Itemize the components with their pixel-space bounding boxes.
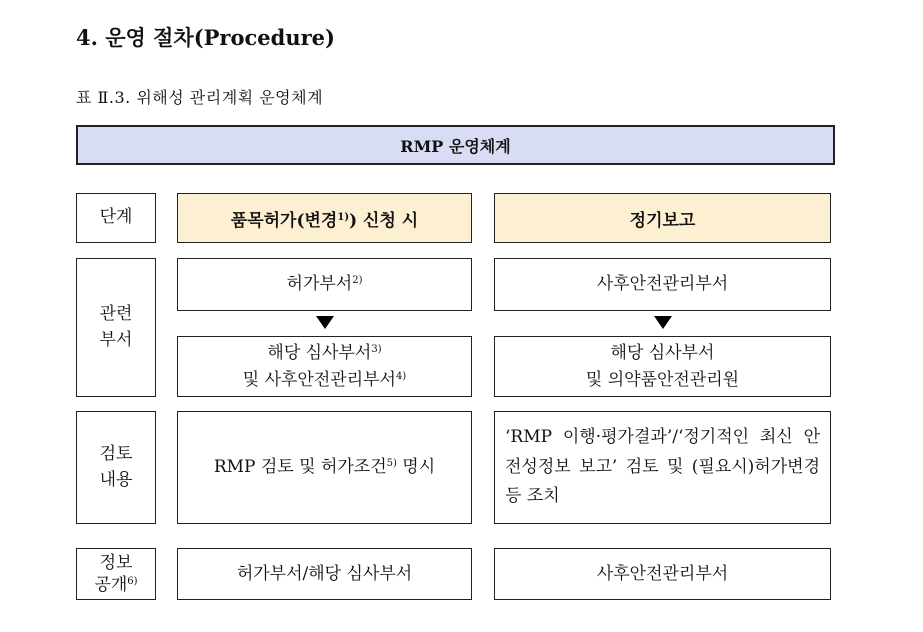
dept-permit-top-main: 허가부서 (286, 274, 353, 295)
dept-permit-bottom-line1-text: 해당 심사부서 (267, 343, 372, 364)
arrow-down-icon (654, 316, 672, 329)
label-disclosure-line1: 정보 (99, 552, 133, 573)
dept-periodic-bottom (494, 336, 831, 397)
review-periodic (494, 411, 831, 524)
label-disclosure-line2: 공개 (94, 575, 128, 595)
disclosure-periodic-text: 사후안전관리부서 (596, 563, 729, 584)
dept-permit-bottom (177, 336, 472, 397)
rmp-banner: RMP 운영체계 (76, 125, 835, 165)
label-stage (76, 193, 156, 243)
dept-permit-top-text (287, 271, 363, 297)
dept-permit-bottom-line2-text: 및 사후안전관리부서 (242, 369, 396, 390)
footnote-6: 6) (127, 576, 138, 587)
label-stage-text: 단계 (99, 207, 133, 228)
review-permit-text (214, 454, 435, 480)
label-review-line1: 검토 (99, 444, 133, 464)
dept-permit-bottom-line2 (243, 367, 406, 393)
label-dept (76, 258, 156, 397)
stage-permit (177, 193, 472, 243)
review-permit (177, 411, 472, 524)
footnote-3: 3) (371, 344, 382, 356)
table-caption: 표 Ⅱ.3. 위해성 관리계획 운영체계 (76, 88, 324, 107)
dept-periodic-top (494, 258, 831, 311)
disclosure-permit-text: 허가부서/해당 심사부서 (236, 563, 413, 584)
dept-permit-top (177, 258, 472, 311)
dept-periodic-bottom-line1: 해당 심사부서 (610, 343, 715, 364)
label-review (76, 411, 156, 524)
stage-permit-tail: ) 신청 시 (349, 210, 419, 231)
disclosure-periodic (494, 548, 831, 600)
label-review-line2: 내용 (99, 469, 133, 490)
dept-periodic-top-text: 사후안전관리부서 (596, 274, 729, 295)
dept-periodic-bottom-line2: 및 의약품안전관리원 (585, 369, 740, 390)
disclosure-permit (177, 548, 472, 600)
review-periodic-text: ‘RMP 이행·평가결과’/‘정기적인 최신 안전성정보 보고’ 검토 및 (필요시)허가변경 등 조치 (505, 426, 820, 507)
footnote-4: 4) (395, 370, 407, 382)
label-disclosure-line2-wrap (94, 574, 137, 596)
label-dept-line1: 관련 (99, 304, 133, 324)
stage-periodic-report (494, 193, 831, 243)
footnote-5: 5) (386, 458, 397, 470)
label-disclosure (76, 548, 156, 600)
label-dept-line2: 부서 (99, 329, 133, 350)
arrow-down-icon (316, 316, 334, 329)
stage-permit-text (231, 206, 418, 231)
footnote-1: 1) (337, 211, 350, 223)
dept-permit-bottom-line1 (267, 340, 381, 366)
review-permit-main: RMP 검토 및 허가조건 (213, 457, 387, 478)
stage-permit-main: 품목허가(변경 (230, 210, 338, 231)
review-permit-tail: 명시 (396, 457, 436, 478)
section-heading: 4. 운영 절차(Procedure) (76, 25, 335, 50)
stage-periodic-text: 정기보고 (629, 210, 696, 231)
footnote-2: 2) (352, 275, 363, 287)
